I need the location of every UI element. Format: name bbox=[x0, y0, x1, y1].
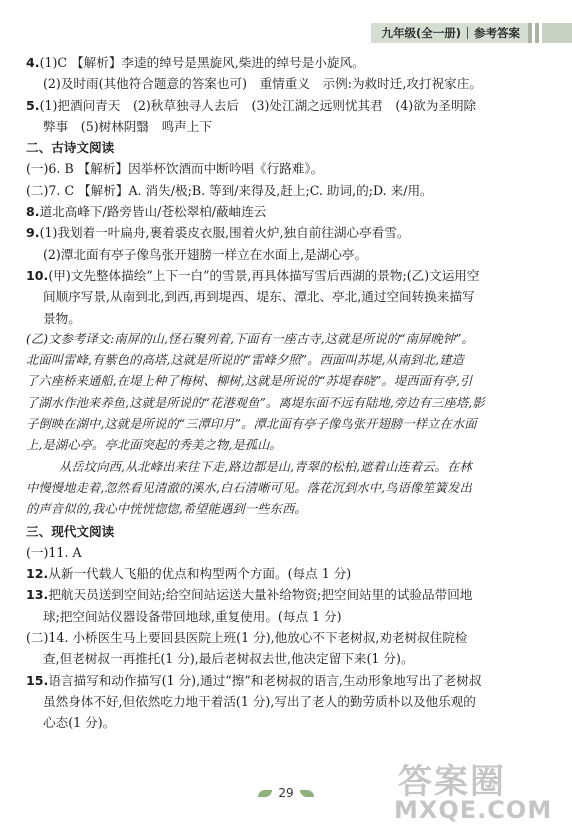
header-tab bbox=[371, 23, 528, 43]
question-number: 10. bbox=[26, 267, 49, 283]
line-text: 球;把空间站仪器设备带回地球,重复使用。(每点 1 分) bbox=[43, 608, 342, 624]
line-text: 道北高峰下/路旁皆山/苍松翠柏/蔽岫连云 bbox=[39, 204, 267, 220]
line-text: 心态(1 分)。 bbox=[43, 715, 116, 731]
answer-line bbox=[26, 371, 556, 392]
line-text: (1)把酒问青天 (2)秋草独寻人去后 (3)处江湖之远则忧其君 (4)欲为圣明除 bbox=[39, 97, 477, 113]
section-heading bbox=[26, 137, 556, 158]
answer-line bbox=[26, 435, 556, 456]
page-number: 29 bbox=[278, 786, 294, 800]
answer-line bbox=[26, 350, 556, 371]
line-text: (二)7. C 【解析】A. 消失/极;B. 等到/来得及,赶上;C. 助词,的;D. 来/用。 bbox=[26, 182, 433, 198]
line-text: 从新一代载人飞船的优点和构型两个方面。(每点 1 分) bbox=[48, 566, 352, 582]
line-text: 虽然身体不好,但依然吃力地干着活(1 分),写出了老人的勤劳质朴以及他乐观的 bbox=[43, 693, 476, 709]
answer-line bbox=[26, 648, 556, 669]
line-text: (1)C 【解析】李逵的绰号是黑旋风,柴进的绰号是小旋风。 bbox=[39, 55, 365, 70]
answer-line bbox=[26, 691, 556, 712]
question-number: 4. bbox=[26, 55, 40, 70]
line-text: (乙)文参考译文:南屏的山,怪石聚列着,下面有一座古寺,这就是所说的“南屏晚钟”。 bbox=[26, 331, 474, 346]
answer-line bbox=[26, 499, 556, 520]
answer-line bbox=[26, 393, 556, 414]
answer-line bbox=[26, 158, 556, 179]
header-decoration bbox=[528, 23, 572, 43]
answer-line bbox=[26, 627, 556, 648]
line-text: 北面叫雷峰,有紫色的高塔,这就是所说的“雷峰夕照”。西面叫苏堤,从南到北,建造 bbox=[26, 353, 464, 368]
line-text: (2)潭北面有亭子像鸟张开翅膀一样立在水面上,是湖心亭。 bbox=[43, 246, 368, 262]
line-text: (1)我划着一叶扁舟,裹着裘皮衣服,围着火炉,独自前往湖心亭看雪。 bbox=[39, 225, 410, 241]
line-text: (一)11. A bbox=[26, 544, 82, 560]
answer-line bbox=[26, 73, 556, 94]
answer-line bbox=[26, 222, 556, 243]
section-heading bbox=[26, 521, 556, 542]
line-text: 子倒映在湖中,这就是所说的“三潭印月”。潭北面有亭子像鸟张开翅膀一样立在水面 bbox=[26, 417, 477, 432]
line-text: 了湖水作池来养鱼,这就是所说的“花港观鱼”。离堤东面不远有陆地,旁边有三座塔,影 bbox=[26, 395, 485, 410]
answer-line bbox=[26, 329, 556, 350]
answer-line bbox=[26, 52, 556, 73]
question-number: 13. bbox=[26, 587, 49, 603]
header-stripe bbox=[535, 23, 539, 43]
question-number: 8. bbox=[26, 204, 40, 220]
answer-line bbox=[26, 308, 556, 329]
answer-line bbox=[26, 606, 556, 627]
line-text: 把航天员送到空间站;给空间站运送大量补给物资;把空间站里的试验品带回地 bbox=[48, 587, 473, 603]
line-text: 景物。 bbox=[43, 310, 81, 326]
question-number: 9. bbox=[26, 225, 40, 241]
line-text: 从岳坟向西,从北峰出来往下走,路边都是山,青翠的松柏,遮着山连着云。在林 bbox=[59, 459, 472, 474]
line-text: (二)14. 小桥医生马上要回县医院上班(1 分),他放心不下老树叔,劝老树叔住院检 bbox=[26, 630, 468, 646]
line-text: 上,是湖心亭。亭北面突起的秀美之物,是孤山。 bbox=[26, 438, 282, 453]
answer-line bbox=[26, 584, 556, 605]
watermark-url: MXQE.COM bbox=[394, 796, 553, 824]
line-text: 中慢慢地走着,忽然看见清澈的溪水,白石清晰可见。落花沉到水中,鸟语像笙簧发出 bbox=[26, 480, 472, 495]
header-stripe bbox=[542, 23, 572, 43]
header-stripe bbox=[528, 23, 532, 43]
answer-line bbox=[26, 670, 556, 691]
line-text: (甲)文先整体描绘“上下一白”的雪景,再具体描写雪后西湖的景物;(乙)文运用空 bbox=[48, 267, 480, 283]
header-divider bbox=[467, 27, 468, 39]
question-number: 5. bbox=[26, 97, 40, 113]
line-text: 的声音似的,我心中恍恍惚惚,希望能遇到一些东西。 bbox=[26, 502, 307, 517]
line-text: 了六座桥来通船,在堤上种了梅树、柳树,这就是所说的“苏堤春晓”。堤西面有亭,引 bbox=[26, 374, 473, 389]
watermark bbox=[380, 750, 553, 830]
answer-line bbox=[26, 712, 556, 733]
line-text: (一)6. B 【解析】因举杯饮酒而中断吟唱《行路难》。 bbox=[26, 161, 324, 177]
answer-line bbox=[26, 116, 556, 137]
answer-line bbox=[26, 457, 556, 478]
page-header bbox=[0, 22, 572, 44]
answer-line bbox=[26, 542, 556, 563]
answer-line bbox=[26, 286, 556, 307]
answer-line bbox=[26, 201, 556, 222]
watermark-logo: 答案圈 bbox=[398, 762, 506, 802]
line-text: 间顺序写景,从南到北,到西,再到堤西、堤东、潭北、亭北,通过空间转换来描写 bbox=[43, 289, 475, 305]
answer-line bbox=[26, 563, 556, 584]
line-text: 查,但老树叔一再推托(1 分),最后老树叔去世,他决定留下来(1 分)。 bbox=[43, 651, 414, 667]
line-text: 二、古诗文阅读 bbox=[26, 140, 115, 156]
header-section: 参考答案 bbox=[474, 26, 520, 40]
answer-line bbox=[26, 180, 556, 201]
question-number: 12. bbox=[26, 566, 49, 582]
answer-line bbox=[26, 265, 556, 286]
leaf-left-icon bbox=[258, 790, 272, 797]
answer-line bbox=[26, 414, 556, 435]
answer-content bbox=[26, 52, 556, 734]
line-text: (2)及时雨(其他符合题意的答案也可) 重情重义 示例:为救时迁,攻打祝家庄。 bbox=[43, 76, 482, 92]
header-grade: 九年级(全一册) bbox=[381, 26, 461, 40]
leaf-right-icon bbox=[300, 790, 314, 797]
answer-line bbox=[26, 478, 556, 499]
question-number: 15. bbox=[26, 672, 49, 688]
line-text: 三、现代文阅读 bbox=[26, 523, 115, 539]
line-text: 语言描写和动作描写(1 分),通过“擦”和老树叔的语言,生动形象地写出了老树叔 bbox=[48, 672, 482, 688]
answer-line bbox=[26, 244, 556, 265]
line-text: 弊事 (5)树林阴翳 鸣声上下 bbox=[43, 118, 212, 134]
answer-line bbox=[26, 95, 556, 116]
